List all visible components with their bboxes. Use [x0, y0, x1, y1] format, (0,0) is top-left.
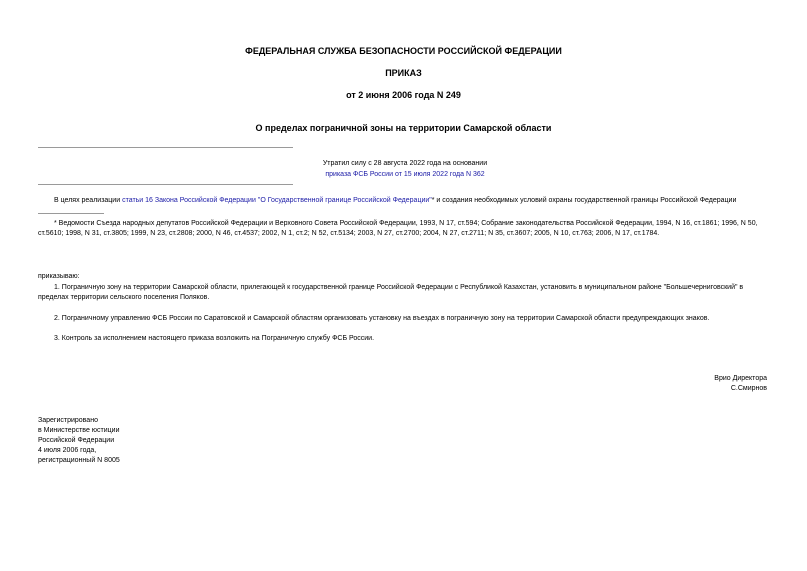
registration-line-4: 4 июля 2006 года,	[38, 447, 97, 454]
document-title: О пределах пограничной зоны на территории Самарской области	[255, 123, 552, 133]
document-date: от 2 июня 2006 года N 249	[346, 90, 461, 100]
order-word: приказываю:	[38, 273, 80, 280]
status-top-rule	[38, 147, 293, 148]
signatory-position: Врио Директора	[714, 375, 767, 382]
preamble-prefix: В целях реализации	[54, 197, 123, 204]
preamble	[38, 196, 770, 206]
repeal-order-link[interactable]: приказа ФСБ России от 15 июля 2022 года N 362	[325, 171, 485, 178]
status-note-text: Утратил силу с 28 августа 2022 года на основании	[322, 160, 488, 167]
order-item-1: 1. Пограничную зону на территории Самарской области, прилегающей к государственной границе Российской Федерации с Республикой Казахстан, установить в муниципальном районе "Большечерниговский" в пределах территории сельского поселения Поляков.	[38, 284, 744, 301]
registration-line-1: Зарегистрировано	[38, 417, 98, 424]
issuing-organization: ФЕДЕРАЛЬНАЯ СЛУЖБА БЕЗОПАСНОСТИ РОССИЙСКОЙ ФЕДЕРАЦИИ	[245, 46, 562, 56]
footnote-rule	[38, 213, 104, 214]
registration-line-5: регистрационный N 8005	[38, 457, 120, 464]
order-item-2: 2. Пограничному управлению ФСБ России по Саратовской и Самарской областям организовать установку на въездах в пограничную зону на территории Самарской области предупреждающих знаков.	[54, 315, 710, 322]
article-16-link[interactable]: статьи 16 Закона Российской Федерации	[122, 197, 256, 204]
border-law-link[interactable]: "О Государственной границе Российской Федерации"	[257, 197, 432, 204]
registration-line-3: Российской Федерации	[38, 437, 115, 444]
status-bottom-rule	[38, 184, 293, 185]
signature-block	[714, 374, 767, 394]
signatory-name: С.Смирнов	[730, 385, 767, 392]
registration-line-2: в Министерстве юстиции	[38, 427, 120, 434]
document-type: ПРИКАЗ	[385, 68, 422, 78]
footnote: * Ведомости Съезда народных депутатов Российской Федерации и Верховного Совета Российской Федерации, 1993, N 17, ст.594; Собрание законодательства Российской Федерации, 1994, N 16, ст.1861; 1996, N 50, ст.5610; 1998, N 31, ст.3805; 1999, N 23, ст.2808; 2000, N 46, ст.4537; 2002, N 1, ст.2; N 52, ст.5134; 2003, N 27, ст.2700; 2004, N 27, ст.2711; N 35, ст.3607; 2005, N 10, ст.763; 2006, N 17, ст.1784.	[38, 220, 758, 237]
status-note	[300, 158, 510, 180]
registration-block	[38, 416, 120, 466]
order-item-3: 3. Контроль за исполнением настоящего приказа возложить на Пограничную службу ФСБ России.	[54, 335, 375, 342]
preamble-suffix: * и создания необходимых условий охраны государственной границы Российской Федерации	[431, 197, 737, 204]
